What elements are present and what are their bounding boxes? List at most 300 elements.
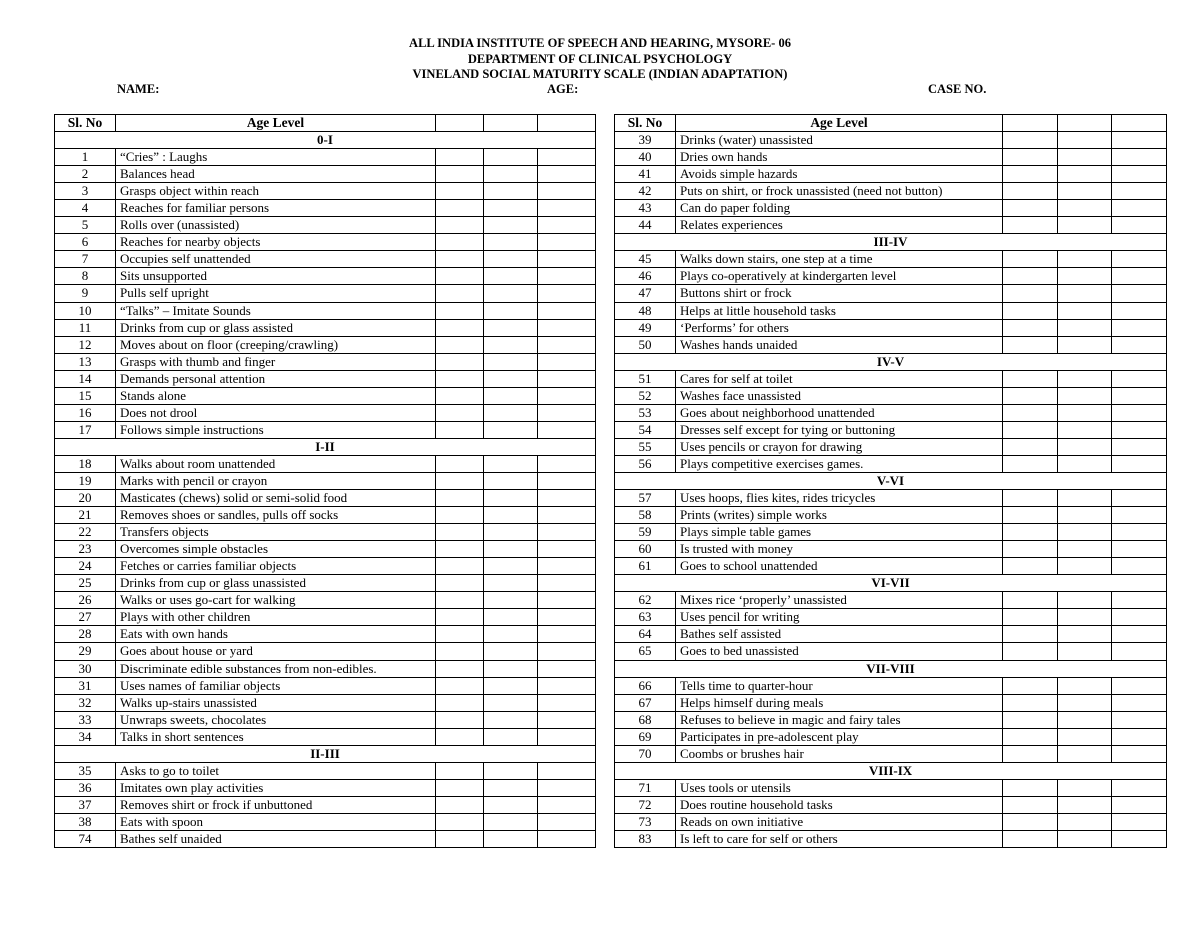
score-cell[interactable] (436, 234, 484, 251)
score-cell[interactable] (484, 694, 538, 711)
item-number: 1 (55, 149, 116, 166)
score-cell[interactable] (436, 541, 484, 558)
score-cell[interactable] (1058, 438, 1112, 455)
score-cell[interactable] (538, 813, 596, 830)
score-cell[interactable] (484, 779, 538, 796)
score-cell[interactable] (1003, 745, 1058, 762)
score-cell[interactable] (538, 541, 596, 558)
score-cell[interactable] (484, 387, 538, 404)
score-cell[interactable] (484, 353, 538, 370)
score-cell[interactable] (436, 626, 484, 643)
score-cell[interactable] (1058, 217, 1112, 234)
score-cell[interactable] (436, 796, 484, 813)
score-cell[interactable] (1112, 626, 1167, 643)
score-cell[interactable] (484, 830, 538, 847)
item-number: 28 (55, 626, 116, 643)
score-cell[interactable] (436, 779, 484, 796)
score-cell[interactable] (1058, 643, 1112, 660)
score-cell[interactable] (1003, 421, 1058, 438)
score-cell[interactable] (1112, 643, 1167, 660)
score-cell[interactable] (484, 711, 538, 728)
score-cell[interactable] (1112, 558, 1167, 575)
score-cell[interactable] (1058, 745, 1112, 762)
score-cell[interactable] (1003, 438, 1058, 455)
item-row (615, 677, 1167, 694)
score-cell[interactable] (538, 779, 596, 796)
score-cell[interactable] (1112, 796, 1167, 813)
score-cell[interactable] (436, 490, 484, 507)
score-cell[interactable] (484, 268, 538, 285)
item-row (615, 336, 1167, 353)
score-cell[interactable] (1112, 387, 1167, 404)
item-description: Prints (writes) simple works (676, 507, 1003, 524)
score-cell[interactable] (1058, 421, 1112, 438)
item-number: 50 (615, 336, 676, 353)
score-cell[interactable] (484, 813, 538, 830)
score-cell[interactable] (538, 626, 596, 643)
score-cell[interactable] (1058, 285, 1112, 302)
score-cell[interactable] (436, 370, 484, 387)
item-row (615, 149, 1167, 166)
score-cell[interactable] (436, 251, 484, 268)
score-cell[interactable] (1003, 694, 1058, 711)
score-cell[interactable] (1112, 728, 1167, 745)
score-cell[interactable] (436, 149, 484, 166)
item-row (55, 507, 596, 524)
item-description: Mixes rice ‘properly’ unassisted (676, 592, 1003, 609)
item-number: 8 (55, 268, 116, 285)
item-number: 40 (615, 149, 676, 166)
item-number: 16 (55, 404, 116, 421)
score-cell[interactable] (538, 421, 596, 438)
item-number: 45 (615, 251, 676, 268)
score-cell[interactable] (1003, 200, 1058, 217)
score-cell[interactable] (1003, 830, 1058, 847)
score-cell[interactable] (1058, 404, 1112, 421)
score-cell[interactable] (1112, 183, 1167, 200)
score-cell[interactable] (538, 524, 596, 541)
score-cell[interactable] (484, 490, 538, 507)
score-cell[interactable] (1058, 455, 1112, 472)
item-description: Refuses to believe in magic and fairy tales (676, 711, 1003, 728)
age-section-row (615, 660, 1167, 677)
score-cell[interactable] (436, 728, 484, 745)
score-cell[interactable] (436, 302, 484, 319)
score-cell[interactable] (484, 541, 538, 558)
item-row (55, 626, 596, 643)
item-number: 52 (615, 387, 676, 404)
score-cell[interactable] (1112, 745, 1167, 762)
score-cell[interactable] (436, 455, 484, 472)
score-cell[interactable] (484, 728, 538, 745)
score-cell[interactable] (1003, 677, 1058, 694)
score-cell[interactable] (484, 302, 538, 319)
score-cell[interactable] (1058, 592, 1112, 609)
score-cell[interactable] (436, 353, 484, 370)
age-range-label: 0-I (55, 132, 596, 149)
age-section-row (55, 438, 596, 455)
score-cell[interactable] (1003, 166, 1058, 183)
score-cell[interactable] (1003, 336, 1058, 353)
score-cell[interactable] (484, 507, 538, 524)
score-cell[interactable] (1058, 813, 1112, 830)
score-cell[interactable] (538, 234, 596, 251)
score-cell[interactable] (1112, 285, 1167, 302)
score-cell[interactable] (1058, 166, 1112, 183)
score-cell[interactable] (484, 524, 538, 541)
item-row (615, 541, 1167, 558)
item-description: ‘Performs’ for others (676, 319, 1003, 336)
score-cell[interactable] (1112, 302, 1167, 319)
score-cell[interactable] (1003, 132, 1058, 149)
score-cell[interactable] (538, 404, 596, 421)
score-cell[interactable] (1112, 200, 1167, 217)
item-description: Removes shirt or frock if unbuttoned (116, 796, 436, 813)
score-cell[interactable] (1003, 609, 1058, 626)
score-cell[interactable] (436, 268, 484, 285)
score-cell[interactable] (436, 660, 484, 677)
score-cell[interactable] (436, 524, 484, 541)
score-cell[interactable] (538, 455, 596, 472)
item-row (615, 779, 1167, 796)
item-number: 42 (615, 183, 676, 200)
score-cell[interactable] (1003, 524, 1058, 541)
item-description: Sits unsupported (116, 268, 436, 285)
score-cell[interactable] (436, 575, 484, 592)
item-number: 41 (615, 166, 676, 183)
score-cell[interactable] (436, 592, 484, 609)
score-cell[interactable] (1058, 200, 1112, 217)
score-cell[interactable] (538, 677, 596, 694)
score-cell[interactable] (1003, 558, 1058, 575)
age-section-row (55, 745, 596, 762)
item-description: Reads on own initiative (676, 813, 1003, 830)
item-number: 2 (55, 166, 116, 183)
score-cell[interactable] (538, 319, 596, 336)
score-cell[interactable] (1058, 728, 1112, 745)
score-cell[interactable] (1112, 149, 1167, 166)
score-cell[interactable] (484, 472, 538, 489)
score-cell[interactable] (1058, 558, 1112, 575)
score-cell[interactable] (1112, 830, 1167, 847)
score-cell[interactable] (436, 472, 484, 489)
score-cell[interactable] (538, 183, 596, 200)
score-cell[interactable] (1112, 319, 1167, 336)
item-number: 38 (55, 813, 116, 830)
age-range-label: III-IV (615, 234, 1167, 251)
score-cell[interactable] (484, 251, 538, 268)
item-number: 54 (615, 421, 676, 438)
score-cell[interactable] (1112, 524, 1167, 541)
item-description: Relates experiences (676, 217, 1003, 234)
score-cell[interactable] (1058, 779, 1112, 796)
score-cell[interactable] (1058, 370, 1112, 387)
score-cell[interactable] (1058, 711, 1112, 728)
score-cell[interactable] (1058, 149, 1112, 166)
score-cell[interactable] (1003, 149, 1058, 166)
score-cell[interactable] (1112, 268, 1167, 285)
item-row (55, 404, 596, 421)
score-cell[interactable] (484, 166, 538, 183)
score-cell[interactable] (484, 217, 538, 234)
item-row (615, 183, 1167, 200)
score-cell[interactable] (436, 404, 484, 421)
score-cell[interactable] (484, 643, 538, 660)
item-row (615, 796, 1167, 813)
score-cell[interactable] (538, 472, 596, 489)
score-cell[interactable] (538, 694, 596, 711)
score-cell[interactable] (1058, 524, 1112, 541)
item-number: 72 (615, 796, 676, 813)
item-number: 48 (615, 302, 676, 319)
score-cell[interactable] (484, 609, 538, 626)
score-cell[interactable] (1112, 490, 1167, 507)
score-cell[interactable] (1058, 541, 1112, 558)
score-cell[interactable] (538, 217, 596, 234)
score-cell[interactable] (538, 387, 596, 404)
score-cell[interactable] (484, 404, 538, 421)
score-cell[interactable] (1112, 336, 1167, 353)
score-cell[interactable] (484, 575, 538, 592)
sl-no-header: Sl. No (615, 115, 676, 132)
score-cell[interactable] (484, 183, 538, 200)
score-cell[interactable] (1112, 609, 1167, 626)
score-cell[interactable] (1112, 694, 1167, 711)
item-description: Bathes self assisted (676, 626, 1003, 643)
score-cell[interactable] (1003, 813, 1058, 830)
item-number: 20 (55, 490, 116, 507)
item-number: 57 (615, 490, 676, 507)
score-cell[interactable] (1112, 404, 1167, 421)
score-cell[interactable] (1112, 166, 1167, 183)
score-cell[interactable] (484, 149, 538, 166)
score-cell[interactable] (484, 762, 538, 779)
score-cell[interactable] (1058, 319, 1112, 336)
score-cell[interactable] (538, 830, 596, 847)
item-number: 21 (55, 507, 116, 524)
score-cell[interactable] (1003, 455, 1058, 472)
item-number: 32 (55, 694, 116, 711)
score-cell[interactable] (436, 694, 484, 711)
item-row (55, 285, 596, 302)
item-row (55, 149, 596, 166)
item-description: Masticates (chews) solid or semi-solid food (116, 490, 436, 507)
score-cell[interactable] (1003, 387, 1058, 404)
score-cell[interactable] (1058, 336, 1112, 353)
score-cell[interactable] (1058, 626, 1112, 643)
item-number: 17 (55, 421, 116, 438)
score-cell[interactable] (436, 336, 484, 353)
score-cell[interactable] (436, 183, 484, 200)
score-cell[interactable] (538, 728, 596, 745)
score-cell[interactable] (538, 353, 596, 370)
score-cell[interactable] (1003, 711, 1058, 728)
score-cell[interactable] (1003, 592, 1058, 609)
score-cell[interactable] (1058, 694, 1112, 711)
score-cell[interactable] (1058, 490, 1112, 507)
score-cell[interactable] (538, 660, 596, 677)
item-row (615, 694, 1167, 711)
score-cell[interactable] (1058, 796, 1112, 813)
score-cell[interactable] (538, 796, 596, 813)
score-cell[interactable] (538, 575, 596, 592)
score-cell[interactable] (538, 558, 596, 575)
score-cell[interactable] (484, 558, 538, 575)
score-cell[interactable] (1003, 268, 1058, 285)
score-cell[interactable] (1003, 302, 1058, 319)
score-cell[interactable] (484, 319, 538, 336)
score-cell[interactable] (1058, 268, 1112, 285)
score-cell[interactable] (1058, 677, 1112, 694)
score-cell[interactable] (1112, 455, 1167, 472)
score-cell[interactable] (1112, 438, 1167, 455)
item-row (55, 234, 596, 251)
item-description: Does not drool (116, 404, 436, 421)
item-description: Coombs or brushes hair (676, 745, 1003, 762)
score-cell[interactable] (484, 234, 538, 251)
score-cell[interactable] (436, 285, 484, 302)
item-row (55, 541, 596, 558)
score-cell[interactable] (538, 609, 596, 626)
score-cell[interactable] (538, 711, 596, 728)
score-cell[interactable] (484, 421, 538, 438)
score-cell[interactable] (436, 319, 484, 336)
score-cell[interactable] (1112, 711, 1167, 728)
score-cell[interactable] (484, 285, 538, 302)
score-cell[interactable] (1003, 490, 1058, 507)
score-cell[interactable] (484, 660, 538, 677)
score-cell[interactable] (436, 387, 484, 404)
item-row (615, 404, 1167, 421)
score-cell[interactable] (436, 217, 484, 234)
score-cell[interactable] (1112, 592, 1167, 609)
score-cell[interactable] (538, 166, 596, 183)
item-row (55, 660, 596, 677)
score-cell[interactable] (1003, 319, 1058, 336)
item-description: Goes about neighborhood unattended (676, 404, 1003, 421)
item-description: Puts on shirt, or frock unassisted (need not button) (676, 183, 1003, 200)
item-row (615, 285, 1167, 302)
score-cell[interactable] (1112, 507, 1167, 524)
score-cell[interactable] (1003, 779, 1058, 796)
score-cell[interactable] (484, 677, 538, 694)
score-cell[interactable] (1112, 541, 1167, 558)
score-cell[interactable] (436, 558, 484, 575)
score-cell[interactable] (1112, 677, 1167, 694)
item-row (55, 762, 596, 779)
score-cell[interactable] (538, 336, 596, 353)
score-cell[interactable] (436, 166, 484, 183)
item-row (55, 558, 596, 575)
item-number: 64 (615, 626, 676, 643)
score-cell[interactable] (484, 200, 538, 217)
score-cell[interactable] (1058, 302, 1112, 319)
item-row (55, 779, 596, 796)
score-cell[interactable] (538, 507, 596, 524)
score-cell[interactable] (484, 626, 538, 643)
score-cell[interactable] (1003, 728, 1058, 745)
score-cell[interactable] (1058, 507, 1112, 524)
score-cell[interactable] (538, 490, 596, 507)
score-cell[interactable] (538, 762, 596, 779)
score-cell[interactable] (1003, 217, 1058, 234)
item-row (615, 217, 1167, 234)
form-header (0, 36, 1200, 83)
score-cell[interactable] (1003, 370, 1058, 387)
score-cell[interactable] (1003, 251, 1058, 268)
score-cell[interactable] (538, 285, 596, 302)
score-cell[interactable] (538, 370, 596, 387)
score-cell[interactable] (1058, 183, 1112, 200)
score-cell[interactable] (436, 677, 484, 694)
score-cell[interactable] (538, 268, 596, 285)
item-number: 62 (615, 592, 676, 609)
item-number: 59 (615, 524, 676, 541)
score-cell[interactable] (538, 592, 596, 609)
score-cell[interactable] (1112, 370, 1167, 387)
score-cell[interactable] (436, 421, 484, 438)
score-cell[interactable] (436, 609, 484, 626)
score-cell[interactable] (538, 200, 596, 217)
score-cell[interactable] (1112, 132, 1167, 149)
score-cell[interactable] (1003, 643, 1058, 660)
item-description: Helps himself during meals (676, 694, 1003, 711)
score-cell[interactable] (1112, 779, 1167, 796)
score-cell[interactable] (538, 251, 596, 268)
score-cell[interactable] (436, 711, 484, 728)
item-description: Walks or uses go-cart for walking (116, 592, 436, 609)
score-cell[interactable] (1058, 132, 1112, 149)
score-cell[interactable] (1112, 813, 1167, 830)
item-description: Plays competitive exercises games. (676, 455, 1003, 472)
score-cell[interactable] (1003, 796, 1058, 813)
score-cell[interactable] (484, 336, 538, 353)
score-cell[interactable] (436, 507, 484, 524)
score-cell[interactable] (1003, 285, 1058, 302)
score-cell[interactable] (1003, 507, 1058, 524)
item-row (615, 319, 1167, 336)
item-number: 44 (615, 217, 676, 234)
score-cell[interactable] (484, 796, 538, 813)
score-cell[interactable] (436, 762, 484, 779)
score-cell[interactable] (436, 200, 484, 217)
score-cell[interactable] (436, 830, 484, 847)
item-number: 31 (55, 677, 116, 694)
score-cell[interactable] (1058, 609, 1112, 626)
score-cell[interactable] (436, 643, 484, 660)
item-number: 35 (55, 762, 116, 779)
score-cell[interactable] (484, 592, 538, 609)
score-cell[interactable] (1003, 183, 1058, 200)
score-cell[interactable] (1003, 541, 1058, 558)
score-cell[interactable] (1112, 251, 1167, 268)
item-number: 6 (55, 234, 116, 251)
score-cell[interactable] (1058, 251, 1112, 268)
score-cell[interactable] (1112, 217, 1167, 234)
score-cell[interactable] (484, 455, 538, 472)
score-cell[interactable] (538, 149, 596, 166)
score-cell[interactable] (538, 643, 596, 660)
score-cell[interactable] (1112, 421, 1167, 438)
score-cell[interactable] (1058, 387, 1112, 404)
age-section-row (615, 762, 1167, 779)
score-cell[interactable] (484, 370, 538, 387)
score-cell[interactable] (436, 813, 484, 830)
score-cell[interactable] (1058, 830, 1112, 847)
score-cell[interactable] (1003, 626, 1058, 643)
score-cell[interactable] (538, 302, 596, 319)
score-cell[interactable] (1003, 404, 1058, 421)
